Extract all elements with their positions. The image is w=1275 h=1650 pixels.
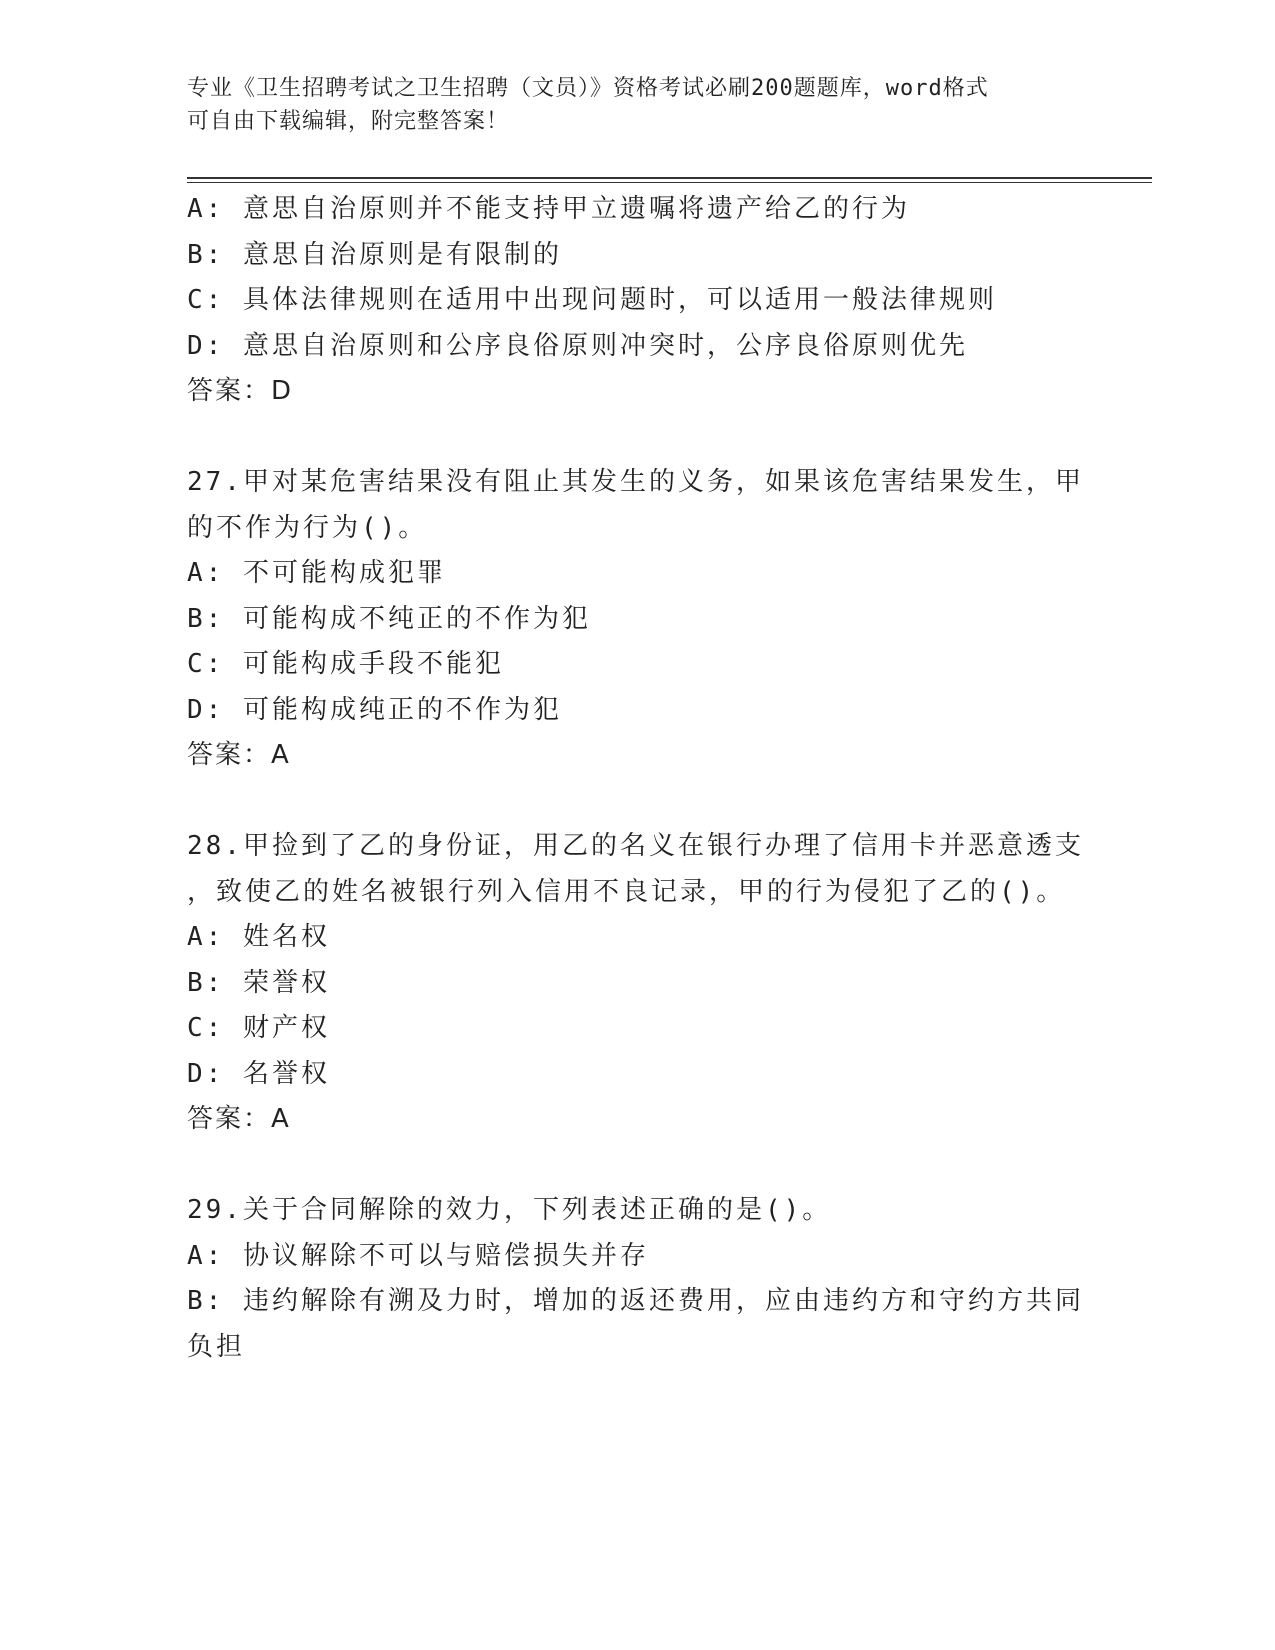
option-b: B: 可能构成不纯正的不作为犯 [187, 603, 591, 634]
question-spacer [187, 1143, 1067, 1189]
option-d: D: 意思自治原则和公序良俗原则冲突时，公序良俗原则优先 [187, 330, 968, 361]
option-c: C: 财产权 [187, 1013, 330, 1043]
question-26 [187, 187, 1067, 415]
option-c: C: 具体法律规则在适用中出现问题时，可以适用一般法律规则 [187, 285, 997, 315]
option-b: B: 意思自治原则是有限制的 [187, 239, 562, 270]
question-spacer [187, 415, 1067, 461]
option-b: B: 荣誉权 [187, 967, 330, 998]
question-stem-line: ，致使乙的姓名被银行列入信用不良记录，甲的行为侵犯了乙的()。 [187, 876, 1066, 907]
document-header [187, 72, 1087, 138]
option-b-continued: 负担 [187, 1331, 246, 1362]
option-c: C: 可能构成手段不能犯 [187, 649, 504, 679]
option-a: A: 不可能构成犯罪 [187, 558, 446, 588]
option-d: D: 可能构成纯正的不作为犯 [187, 694, 562, 725]
question-stem-line: 28.甲捡到了乙的身份证，用乙的名义在银行办理了信用卡并恶意透支 [187, 831, 1084, 861]
question-29 [187, 1188, 1084, 1370]
answer-line: 答案：A [187, 1104, 291, 1134]
option-d: D: 名誉权 [187, 1058, 330, 1089]
option-b: B: 违约解除有溯及力时，增加的返还费用，应由违约方和守约方共同 [187, 1286, 1084, 1316]
question-spacer [187, 779, 1067, 825]
option-a: A: 协议解除不可以与赔偿损失并存 [187, 1240, 649, 1271]
question-content [187, 187, 1084, 1370]
question-stem-line: 27.甲对某危害结果没有阻止其发生的义务，如果该危害结果发生，甲 [187, 467, 1084, 497]
question-27 [187, 460, 1084, 779]
question-stem-line: 29.关于合同解除的效力，下列表述正确的是()。 [187, 1195, 832, 1225]
question-28 [187, 824, 1084, 1143]
header-title-line-2: 可自由下载编辑，附完整答案！ [187, 109, 510, 134]
header-divider [187, 177, 1152, 183]
option-a: A: 意思自治原则并不能支持甲立遗嘱将遗产给乙的行为 [187, 194, 910, 224]
header-title-line-1: 专业《卫生招聘考试之卫生招聘（文员）》资格考试必刷200题题库，word格式 [187, 76, 989, 101]
question-stem-line: 的不作为行为()。 [187, 512, 428, 543]
answer-line: 答案：A [187, 740, 291, 770]
answer-line: 答案：D [187, 376, 294, 406]
option-a: A: 姓名权 [187, 922, 330, 952]
